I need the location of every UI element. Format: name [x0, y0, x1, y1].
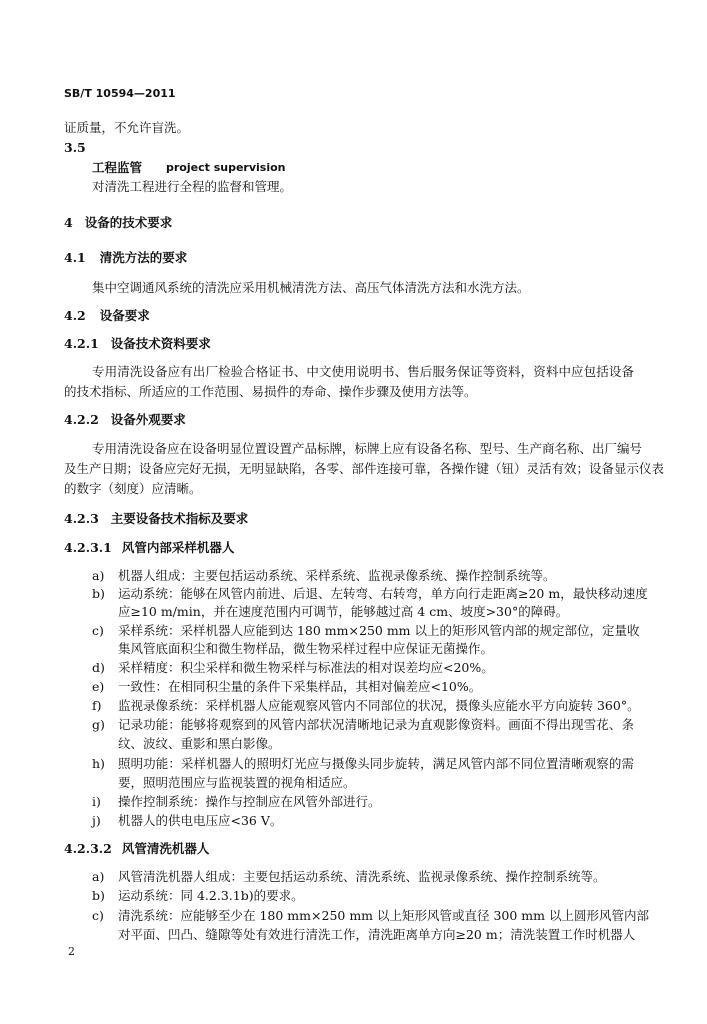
section-4-2-3-title: 主要设备技术指标及要求	[110, 511, 249, 526]
section-3-5-number: 3.5	[64, 140, 86, 155]
section-4-2-1-heading	[64, 338, 211, 351]
item-label: b)	[92, 888, 105, 903]
term-zh: 工程监管	[92, 160, 143, 175]
list-item-line: 采样系统：采样机器人应能到达 180 mm×250 mm 以上的矩形风管内部的规定部位，定量收	[118, 623, 640, 638]
section-4-2-1-title: 设备技术资料要求	[110, 336, 211, 351]
section-4-2-1-number: 4.2.1	[64, 336, 99, 351]
section-4-2-number: 4.2	[64, 308, 86, 323]
list-item-line: 清洗系统：应能够至少在 180 mm×250 mm 以上矩形风管或直径 300 mm 以上圆形风管内部	[118, 908, 649, 923]
section-4-2-1-line-2: 的技术指标、所适应的工作范围、易损件的寿命、操作步骤及使用方法等。	[64, 384, 477, 399]
section-4-2-2-heading	[64, 414, 186, 427]
item-label: a)	[92, 568, 105, 583]
term-en: project supervision	[166, 161, 286, 174]
page-number: 2	[68, 945, 75, 958]
section-4-1-text: 集中空调通风系统的清洗应采用机械清洗方法、高压气体清洗方法和水洗方法。	[92, 280, 530, 295]
section-4-1-heading	[64, 252, 187, 265]
list-item-line: 集风管底面积尘和微生物样品，微生物采样过程中应保证无菌操作。	[118, 641, 494, 656]
section-4-2-title: 设备要求	[99, 308, 150, 323]
item-label: c)	[92, 623, 104, 638]
item-label: f)	[92, 698, 102, 713]
section-4-number: 4	[64, 215, 73, 230]
list-item-line: 记录功能：能够将观察到的风管内部状况清晰地记录为直观影像资料。画面不得出现雪花、条	[118, 717, 634, 732]
section-4-2-2-line-1: 专用清洗设备应在设备明显位置设置产品标牌，标牌上应有设备名称、型号、生产商名称、出厂编号	[92, 441, 643, 456]
section-4-title: 设备的技术要求	[84, 215, 173, 230]
item-label: g)	[92, 717, 105, 732]
term-definition: 对清洗工程进行全程的监督和管理。	[92, 179, 293, 194]
item-label: b)	[92, 586, 105, 601]
section-4-2-3-1-heading	[64, 542, 234, 555]
section-4-2-3-1-title: 风管内部采样机器人	[121, 540, 235, 555]
list-item-line: 机器人组成：主要包括运动系统、采样系统、监视录像系统、操作控制系统等。	[118, 568, 556, 583]
list-item-line: 操作控制系统：操作与控制应在风管外部进行。	[118, 794, 381, 809]
list-item-line: 机器人的供电电压应<36 V。	[118, 813, 283, 828]
section-4-1-number: 4.1	[64, 250, 86, 265]
list-item-line: 要，照明范围应与监视装置的视角相适应。	[118, 775, 356, 790]
item-label: i)	[92, 794, 101, 809]
section-4-1-title: 清洗方法的要求	[99, 250, 188, 265]
item-label: a)	[92, 869, 105, 884]
section-4-2-3-number: 4.2.3	[64, 511, 99, 526]
section-4-2-3-2-heading	[64, 843, 209, 856]
list-item-line: 采样精度：积尘采样和微生物采样与标准法的相对误差均应<20%。	[118, 660, 494, 675]
doc-header: SB/T 10594—2011	[64, 87, 176, 100]
section-4-2-3-2-number: 4.2.3.2	[64, 841, 112, 856]
section-4-2-3-2-title: 风管清洗机器人	[121, 841, 210, 856]
section-4-2-2-line-2: 及生产日期；设备应完好无损，无明显缺陷，各零、部件连接可靠，各操作键（钮）灵活有效；设备显示仪表	[64, 461, 665, 476]
item-label: c)	[92, 908, 104, 923]
section-4-2-2-number: 4.2.2	[64, 412, 99, 427]
section-4-heading	[64, 217, 172, 230]
list-item-line: 一致性：在相同积尘量的条件下采集样品，其相对偏差应<10%。	[118, 679, 482, 694]
section-4-2-3-heading	[64, 513, 248, 526]
list-item-line: 照明功能：采样机器人的照明灯光应与摄像头同步旋转，满足风管内部不同位置清晰观察的需	[118, 756, 634, 771]
list-item-line: 运动系统：能够在风管内前进、后退、左转弯、右转弯，单方向行走距离≥20 m，最快移动速度	[118, 586, 648, 601]
list-item-line: 纹、波纹、重影和黑白影像。	[118, 736, 281, 751]
item-label: e)	[92, 679, 105, 694]
list-item-line: 应≥10 m/min，并在速度范围内可调节，能够越过高 4 cm、坡度>30°的障碍。	[118, 604, 569, 619]
section-4-2-1-line-1: 专用清洗设备应有出厂检验合格证书、中文使用说明书、售后服务保证等资料，资料中应包括设备	[92, 364, 634, 379]
section-4-2-2-line-3: 的数字（刻度）应清晰。	[64, 481, 202, 496]
list-item-line: 监视录像系统：采样机器人应能观察风管内不同部位的状况，摄像头应能水平方向旋转 360°。	[118, 698, 640, 713]
list-item-line: 运动系统：同 4.2.3.1b)的要求。	[118, 888, 304, 903]
list-item-line: 风管清洗机器人组成：主要包括运动系统、清洗系统、监视录像系统、操作控制系统等。	[118, 869, 606, 884]
item-label: h)	[92, 756, 105, 771]
continued-paragraph: 证质量，不允许盲洗。	[64, 120, 190, 135]
item-label: j)	[92, 813, 101, 828]
section-4-2-3-1-number: 4.2.3.1	[64, 540, 112, 555]
section-4-2-heading	[64, 310, 150, 323]
section-4-2-2-title: 设备外观要求	[110, 412, 186, 427]
list-item-line: 对平面、凹凸、缝隙等处有效进行清洗工作，清洗距离单方向≥20 m；清洗装置工作时机器人	[118, 927, 636, 942]
item-label: d)	[92, 660, 105, 675]
